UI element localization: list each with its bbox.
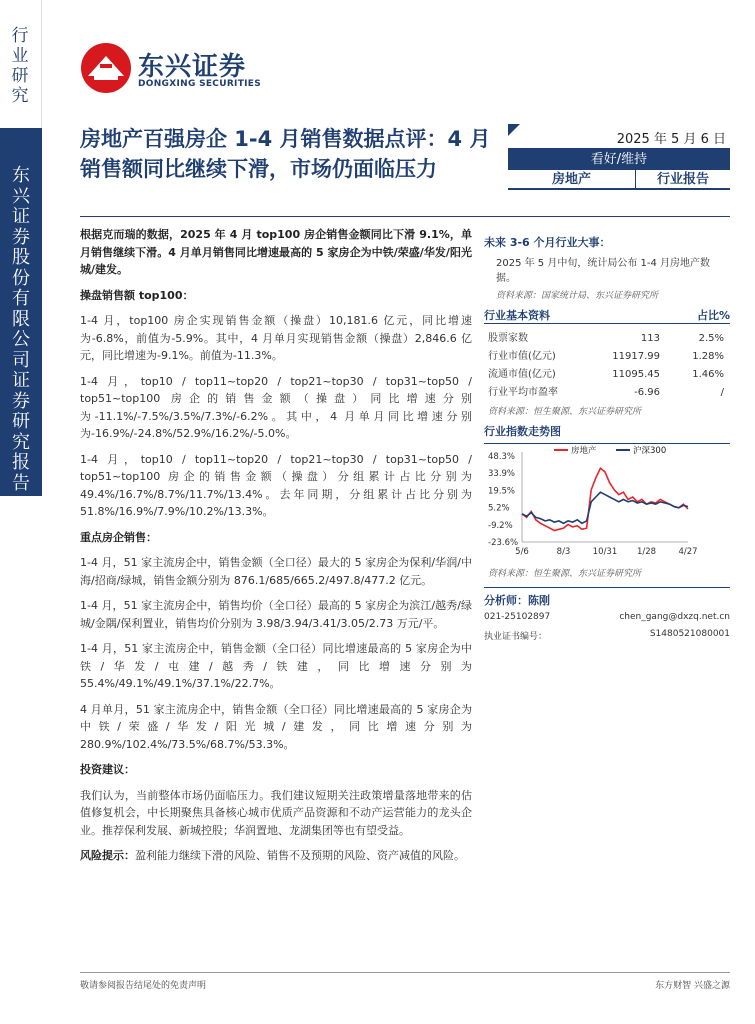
y-tick-label: 48.3% (488, 452, 516, 462)
report-infobox (508, 124, 730, 189)
chart-source: 资料来源：恒生聚源、东兴证券研究所 (488, 569, 642, 579)
report-date: 2025 年 5 月 6 日 (616, 132, 726, 147)
stats-row (484, 330, 730, 348)
paragraph-5: 1-4 月，51 家主流房企中，销售均价（全口径）最高的 5 家房企为滨江/越秀/绿城/金隅/保利置业，销售均价分别为 3.98/3.94/3.41/3.05/2.73 万元/平。 (80, 599, 472, 630)
footer-slogan: 东方财智 兴盛之源 (655, 981, 730, 991)
stats-value: -6.96 (634, 387, 660, 398)
analyst-rule (484, 587, 730, 588)
index-chart-svg (484, 444, 730, 566)
y-tick-label: -23.6% (488, 538, 519, 548)
footer-divider (80, 972, 730, 973)
x-tick-label: 10/31 (592, 547, 618, 557)
stats-col-header: 占比% (696, 309, 730, 322)
events-text: 2025 年 5 月中旬，统计局公布 1-4 月房地产数据。 (496, 258, 711, 284)
stats-source: 资料来源：恒生聚源、东兴证券研究所 (488, 407, 642, 417)
analyst-phone: 021-25102897 (484, 612, 551, 622)
stats-label: 行业平均市盈率 (488, 387, 558, 398)
analyst-name: 分析师：陈刚 (484, 594, 550, 607)
paragraph-6: 1-4 月，51 家主流房企中，销售金额（全口径）同比增速最高的 5 家房企为中铁/华发/屯建/越秀/铁建，同比增速分别为 55.4%/49.1%/49.1%/37.1%/22.7%。 (80, 642, 472, 690)
x-tick-label: 1/28 (636, 547, 657, 557)
paragraph-4: 1-4 月，51 家主流房企中，销售金额（全口径）最大的 5 家房企为保利/华润/中海/招商/绿城，销售金额分别为 876.1/685/665.2/497.8/477.2 亿元。 (80, 556, 472, 587)
risk-paragraph (80, 847, 472, 865)
report-type-tag: 行业报告 (656, 172, 709, 187)
x-tick-label: 8/3 (556, 547, 571, 557)
events-source: 资料来源：国家统计局、东兴证券研究所 (496, 291, 659, 301)
sidebar-company (0, 128, 42, 496)
stats-label: 股票家数 (488, 333, 528, 344)
section-title-top100: 操盘销售额 top100： (80, 288, 194, 302)
y-tick-label: 19.5% (488, 486, 516, 497)
legend-label: 房地产 (571, 446, 597, 456)
stats-label: 流通市值(亿元) (488, 369, 556, 380)
paragraph-3: 1-4 月，top10 / top11~top20 / top21~top30 / top31~top50 / top51~top100 房企的销售金额（操盘）分组累计占比分别为 49.4%/16.7%/8.7%/11.7%/13.4%。去年同期，分组累计占比分别为 51.8%/16.9%/7.9%/10.2%/13.3%。 (80, 452, 472, 518)
section-title-investment: 投资建议： (80, 763, 135, 776)
stats-row (484, 384, 730, 402)
analyst-license (484, 629, 730, 643)
stats-pct: 1.28% (692, 351, 724, 362)
footer-disclaimer[interactable]: 敬请参阅报告结尾处的免责声明 (80, 981, 207, 991)
paragraph-8: 我们认为，当前整体市场仍面临压力。我们建议短期关注政策增量落地带来的估值修复机会，中长期聚焦具备核心城市优质产品资源和不动产运营能力的龙头企业。推荐保利发展、新城控股；华润置地、龙湖集团等也有望受益。 (80, 788, 472, 837)
index-chart (484, 444, 730, 566)
stats-pct: 2.5% (698, 333, 724, 344)
stats-rule (484, 323, 730, 324)
license-label: 执业证书编号： (484, 632, 548, 642)
stats-row (484, 348, 730, 366)
chart-title: 行业指数走势图 (484, 425, 561, 438)
y-tick-label: -9.2% (488, 520, 513, 531)
x-tick-label: 4/27 (678, 547, 698, 557)
paragraph-2: 1-4 月，top10 / top11~top20 / top21~top30 / top31~top50 / top51~top100 房企的销售金额（操盘）同比增速分别为-11.1%/-7.5%/3.5%/7.3%/-6.2%。其中，4 月单月同比增速分别为-16.9%/-24.8%/52.9%/16.2%/-5.0%。 (80, 374, 472, 440)
license-number: S1480521080001 (649, 629, 730, 639)
series-line-1 (522, 492, 688, 523)
stats-title: 行业基本资料 (484, 309, 550, 322)
stats-label: 行业市值(亿元) (488, 351, 556, 362)
x-tick-label: 5/6 (515, 547, 529, 557)
section-title-key-firms: 重点房企销售： (80, 530, 157, 544)
paragraph-investment (80, 787, 472, 840)
stats-table (484, 330, 730, 402)
stats-pct: / (720, 387, 724, 398)
infobox-tags (508, 170, 730, 190)
analyst-contact (484, 612, 730, 626)
risk-label: 风险提示： (80, 849, 135, 862)
stats-row (484, 366, 730, 384)
category-label: 行业研究 (11, 26, 29, 106)
paragraph-7: 4 月单月，51 家主流房企中，销售金额（全口径）同比增速最高的 5 家房企为中铁/荣盛/华发/阳光城/建发，同比增速分别为 280.9%/102.4%/73.5%/68.7%/53.3%。 (80, 702, 472, 751)
analyst-email[interactable]: chen_gang@dxzq.net.cn (619, 612, 730, 622)
stats-value: 11917.99 (612, 351, 660, 362)
sidebar-category (0, 0, 42, 128)
y-tick-label: 5.2% (488, 503, 510, 514)
stats-pct: 1.46% (692, 369, 724, 380)
paragraph-1: 1-4 月，top100 房企实现销售金额（操盘）10,181.6 亿元，同比增速为-6.8%，前值为-5.9%。其中，4 月单月实现销售金额（操盘）2,846.6 亿元，同比增速为-9.1%。前值为-11.3%。 (80, 314, 472, 362)
logo-emblem-icon (80, 42, 132, 94)
logo-name: 东兴证券 (138, 52, 247, 82)
title-divider (80, 216, 730, 217)
y-tick-label: 33.9% (488, 469, 516, 480)
events-title: 未来 3-6 个月行业大事： (484, 236, 611, 249)
legend-label: 沪深300 (633, 446, 667, 456)
stats-value: 11095.45 (612, 369, 660, 380)
company-report-label: 东兴证券股份有限公司证券研究报告 (12, 165, 30, 494)
stats-value: 113 (640, 333, 660, 344)
risk-text: 盈利能力继续下滑的风险、销售不及预期的风险、资产减值的风险。 (135, 849, 465, 862)
sector-tag: 房地产 (508, 170, 636, 190)
side-panel (484, 226, 730, 643)
stats-header (484, 305, 730, 323)
rating-badge: 看好/维持 (508, 150, 730, 170)
intro-paragraph: 根据克而瑞的数据，2025 年 4 月 top100 房企销售金额同比下滑 9.1%，单月销售继续下滑。4 月单月销售同比增速最高的 5 家房企为中铁/荣盛/华发/阳光城/建发。 (80, 228, 472, 276)
main-body (80, 226, 472, 873)
company-logo (80, 42, 270, 96)
report-title: 房地产百强房企 1-4 月销售数据点评：4 月销售额同比继续下滑，市场仍面临压力 (80, 127, 491, 181)
logo-english: DONGXING SECURITIES (138, 79, 262, 89)
